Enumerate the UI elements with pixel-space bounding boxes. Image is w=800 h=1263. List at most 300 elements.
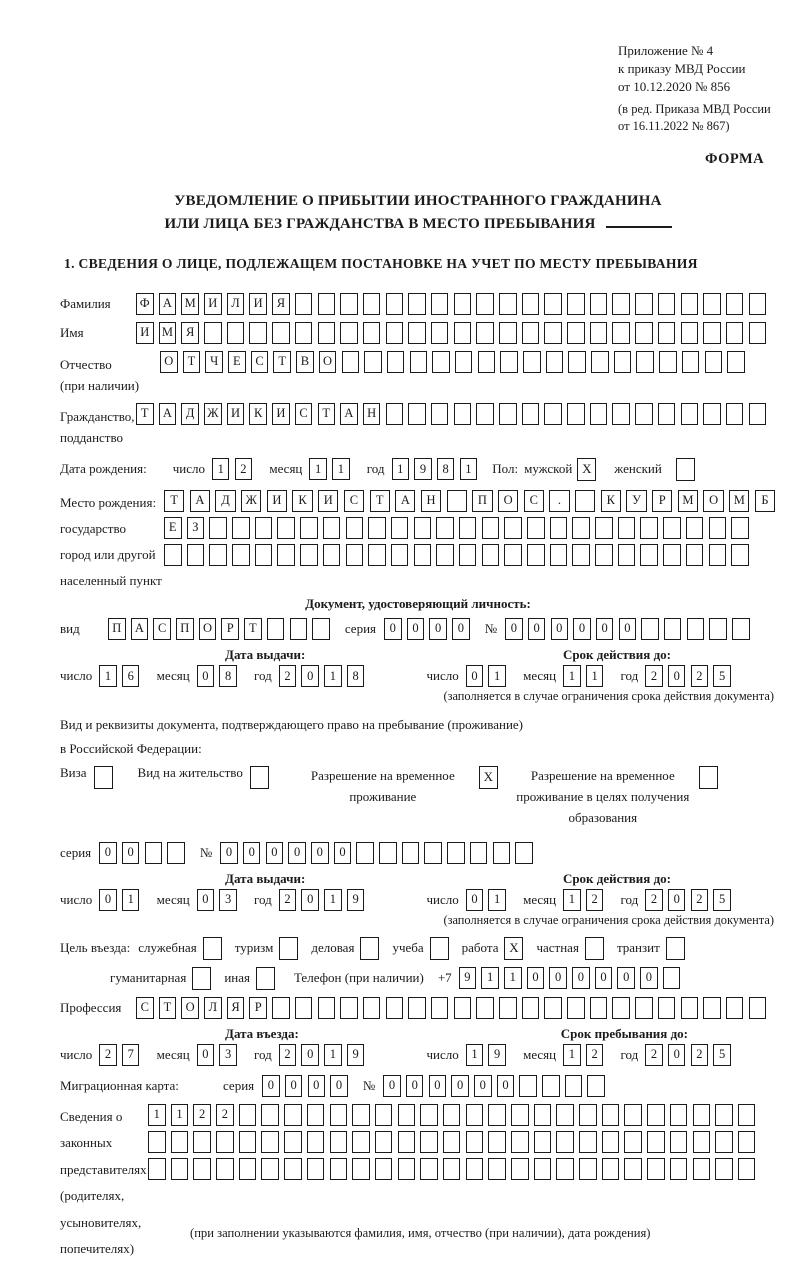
char-cell[interactable]: 8 xyxy=(437,458,455,480)
char-cell[interactable]: И xyxy=(272,403,290,425)
char-cell[interactable]: 0 xyxy=(640,967,658,989)
char-cell[interactable] xyxy=(488,1158,506,1180)
char-cell[interactable] xyxy=(522,997,540,1019)
char-cell[interactable]: С xyxy=(251,351,269,373)
char-cell[interactable] xyxy=(267,618,285,640)
temp-residence-education-option-checkbox[interactable] xyxy=(699,766,718,789)
char-cell[interactable]: З xyxy=(187,517,205,539)
char-cell[interactable]: 1 xyxy=(324,1044,342,1066)
char-cell[interactable] xyxy=(602,1158,620,1180)
char-cell[interactable] xyxy=(687,618,705,640)
char-cell[interactable]: М xyxy=(729,490,749,512)
char-cell[interactable]: О xyxy=(498,490,518,512)
purpose-option-checkbox[interactable] xyxy=(203,937,222,960)
char-cell[interactable]: А xyxy=(190,490,210,512)
char-cell[interactable] xyxy=(455,351,473,373)
char-cell[interactable]: Я xyxy=(227,997,245,1019)
char-cell[interactable]: С xyxy=(136,997,154,1019)
char-cell[interactable] xyxy=(454,293,472,315)
char-cell[interactable] xyxy=(402,842,420,864)
char-cell[interactable] xyxy=(544,997,562,1019)
char-cell[interactable] xyxy=(602,1131,620,1153)
char-cell[interactable]: 2 xyxy=(645,889,663,911)
char-cell[interactable]: Т xyxy=(164,490,184,512)
char-cell[interactable] xyxy=(749,322,767,344)
char-cell[interactable]: Ж xyxy=(204,403,222,425)
char-cell[interactable] xyxy=(544,403,562,425)
purpose-option-checkbox[interactable] xyxy=(360,937,379,960)
char-cell[interactable] xyxy=(209,517,227,539)
char-cell[interactable] xyxy=(431,403,449,425)
char-cell[interactable]: С xyxy=(524,490,544,512)
char-cell[interactable] xyxy=(572,517,590,539)
char-cell[interactable] xyxy=(459,517,477,539)
char-cell[interactable]: 0 xyxy=(311,842,329,864)
char-cell[interactable]: А xyxy=(395,490,415,512)
char-cell[interactable]: Я xyxy=(272,293,290,315)
char-cell[interactable]: 9 xyxy=(488,1044,506,1066)
char-cell[interactable] xyxy=(459,544,477,566)
char-cell[interactable] xyxy=(193,1131,211,1153)
char-cell[interactable]: 9 xyxy=(459,967,477,989)
char-cell[interactable] xyxy=(368,544,386,566)
char-cell[interactable] xyxy=(663,544,681,566)
char-cell[interactable] xyxy=(647,1158,665,1180)
char-cell[interactable] xyxy=(476,997,494,1019)
char-cell[interactable] xyxy=(681,322,699,344)
char-cell[interactable]: 0 xyxy=(383,1075,401,1097)
char-cell[interactable]: 1 xyxy=(504,967,522,989)
char-cell[interactable] xyxy=(443,1158,461,1180)
char-cell[interactable] xyxy=(307,1104,325,1126)
char-cell[interactable] xyxy=(171,1158,189,1180)
char-cell[interactable] xyxy=(749,403,767,425)
char-cell[interactable] xyxy=(705,351,723,373)
char-cell[interactable] xyxy=(738,1131,756,1153)
char-cell[interactable] xyxy=(658,322,676,344)
char-cell[interactable] xyxy=(295,997,313,1019)
char-cell[interactable]: 0 xyxy=(197,1044,215,1066)
char-cell[interactable] xyxy=(682,351,700,373)
char-cell[interactable]: И xyxy=(204,293,222,315)
char-cell[interactable]: 0 xyxy=(505,618,523,640)
char-cell[interactable] xyxy=(255,544,273,566)
char-cell[interactable]: А xyxy=(159,293,177,315)
char-cell[interactable] xyxy=(693,1131,711,1153)
char-cell[interactable]: 0 xyxy=(573,618,591,640)
char-cell[interactable] xyxy=(408,293,426,315)
char-cell[interactable]: 2 xyxy=(216,1104,234,1126)
char-cell[interactable] xyxy=(546,351,564,373)
char-cell[interactable]: 2 xyxy=(691,889,709,911)
char-cell[interactable] xyxy=(193,1158,211,1180)
char-cell[interactable] xyxy=(527,517,545,539)
char-cell[interactable] xyxy=(443,1131,461,1153)
char-cell[interactable]: 0 xyxy=(668,665,686,687)
char-cell[interactable]: 0 xyxy=(301,889,319,911)
char-cell[interactable] xyxy=(590,403,608,425)
char-cell[interactable] xyxy=(375,1158,393,1180)
char-cell[interactable] xyxy=(681,997,699,1019)
char-cell[interactable]: 1 xyxy=(324,889,342,911)
char-cell[interactable]: С xyxy=(344,490,364,512)
char-cell[interactable] xyxy=(686,517,704,539)
char-cell[interactable]: Д xyxy=(181,403,199,425)
char-cell[interactable] xyxy=(284,1158,302,1180)
char-cell[interactable]: Л xyxy=(227,293,245,315)
char-cell[interactable] xyxy=(284,1131,302,1153)
char-cell[interactable] xyxy=(352,1131,370,1153)
char-cell[interactable]: 2 xyxy=(645,1044,663,1066)
char-cell[interactable] xyxy=(431,997,449,1019)
char-cell[interactable] xyxy=(424,842,442,864)
char-cell[interactable] xyxy=(624,1131,642,1153)
char-cell[interactable] xyxy=(436,544,454,566)
char-cell[interactable] xyxy=(379,842,397,864)
char-cell[interactable]: Т xyxy=(136,403,154,425)
char-cell[interactable] xyxy=(612,403,630,425)
char-cell[interactable] xyxy=(527,544,545,566)
char-cell[interactable] xyxy=(300,517,318,539)
char-cell[interactable] xyxy=(340,997,358,1019)
char-cell[interactable]: 0 xyxy=(527,967,545,989)
char-cell[interactable] xyxy=(431,322,449,344)
char-cell[interactable] xyxy=(726,293,744,315)
char-cell[interactable]: Т xyxy=(318,403,336,425)
char-cell[interactable] xyxy=(249,322,267,344)
char-cell[interactable] xyxy=(318,322,336,344)
char-cell[interactable]: 5 xyxy=(713,1044,731,1066)
char-cell[interactable] xyxy=(658,293,676,315)
char-cell[interactable] xyxy=(635,997,653,1019)
char-cell[interactable]: 2 xyxy=(279,665,297,687)
char-cell[interactable]: 2 xyxy=(99,1044,117,1066)
char-cell[interactable] xyxy=(504,517,522,539)
char-cell[interactable]: 0 xyxy=(197,665,215,687)
char-cell[interactable] xyxy=(420,1131,438,1153)
char-cell[interactable] xyxy=(420,1158,438,1180)
char-cell[interactable] xyxy=(478,351,496,373)
char-cell[interactable] xyxy=(164,544,182,566)
char-cell[interactable]: Н xyxy=(421,490,441,512)
char-cell[interactable] xyxy=(499,403,517,425)
char-cell[interactable] xyxy=(686,544,704,566)
char-cell[interactable]: 2 xyxy=(586,1044,604,1066)
char-cell[interactable]: Е xyxy=(228,351,246,373)
char-cell[interactable] xyxy=(640,544,658,566)
char-cell[interactable]: . xyxy=(549,490,569,512)
char-cell[interactable]: Б xyxy=(755,490,775,512)
char-cell[interactable] xyxy=(447,490,467,512)
char-cell[interactable] xyxy=(432,351,450,373)
char-cell[interactable]: 0 xyxy=(334,842,352,864)
char-cell[interactable]: Т xyxy=(183,351,201,373)
char-cell[interactable]: Т xyxy=(244,618,262,640)
char-cell[interactable] xyxy=(277,517,295,539)
char-cell[interactable] xyxy=(239,1158,257,1180)
char-cell[interactable] xyxy=(148,1131,166,1153)
char-cell[interactable]: 0 xyxy=(99,842,117,864)
char-cell[interactable] xyxy=(386,403,404,425)
char-cell[interactable]: 2 xyxy=(235,458,253,480)
char-cell[interactable] xyxy=(658,403,676,425)
char-cell[interactable] xyxy=(624,1158,642,1180)
char-cell[interactable] xyxy=(703,322,721,344)
char-cell[interactable] xyxy=(511,1104,529,1126)
char-cell[interactable] xyxy=(363,322,381,344)
char-cell[interactable] xyxy=(749,293,767,315)
char-cell[interactable]: С xyxy=(153,618,171,640)
char-cell[interactable]: Е xyxy=(164,517,182,539)
char-cell[interactable] xyxy=(664,618,682,640)
char-cell[interactable] xyxy=(318,997,336,1019)
purpose-option-checkbox[interactable] xyxy=(666,937,685,960)
char-cell[interactable] xyxy=(731,517,749,539)
char-cell[interactable]: 0 xyxy=(452,618,470,640)
char-cell[interactable] xyxy=(579,1104,597,1126)
char-cell[interactable] xyxy=(499,293,517,315)
char-cell[interactable] xyxy=(476,322,494,344)
char-cell[interactable] xyxy=(595,544,613,566)
char-cell[interactable] xyxy=(386,293,404,315)
char-cell[interactable]: 0 xyxy=(266,842,284,864)
char-cell[interactable]: О xyxy=(199,618,217,640)
char-cell[interactable] xyxy=(670,1158,688,1180)
sex-female-checkbox[interactable] xyxy=(676,458,695,481)
char-cell[interactable]: 0 xyxy=(466,665,484,687)
char-cell[interactable] xyxy=(232,544,250,566)
char-cell[interactable]: 0 xyxy=(551,618,569,640)
char-cell[interactable] xyxy=(726,403,744,425)
sex-male-checkbox[interactable]: X xyxy=(577,458,596,481)
char-cell[interactable] xyxy=(727,351,745,373)
char-cell[interactable] xyxy=(216,1158,234,1180)
char-cell[interactable]: И xyxy=(318,490,338,512)
char-cell[interactable] xyxy=(572,544,590,566)
char-cell[interactable]: И xyxy=(136,322,154,344)
char-cell[interactable] xyxy=(488,1131,506,1153)
char-cell[interactable] xyxy=(556,1104,574,1126)
char-cell[interactable] xyxy=(595,517,613,539)
char-cell[interactable]: Н xyxy=(363,403,381,425)
char-cell[interactable]: И xyxy=(267,490,287,512)
char-cell[interactable] xyxy=(534,1104,552,1126)
char-cell[interactable]: 0 xyxy=(429,1075,447,1097)
char-cell[interactable] xyxy=(410,351,428,373)
char-cell[interactable]: О xyxy=(319,351,337,373)
char-cell[interactable] xyxy=(575,490,595,512)
char-cell[interactable] xyxy=(590,293,608,315)
char-cell[interactable] xyxy=(232,517,250,539)
char-cell[interactable]: В xyxy=(296,351,314,373)
char-cell[interactable]: 7 xyxy=(122,1044,140,1066)
char-cell[interactable] xyxy=(647,1104,665,1126)
char-cell[interactable]: Р xyxy=(221,618,239,640)
char-cell[interactable] xyxy=(522,322,540,344)
char-cell[interactable] xyxy=(204,322,222,344)
char-cell[interactable] xyxy=(670,1131,688,1153)
char-cell[interactable]: 0 xyxy=(572,967,590,989)
char-cell[interactable] xyxy=(612,322,630,344)
char-cell[interactable] xyxy=(523,351,541,373)
char-cell[interactable] xyxy=(408,403,426,425)
char-cell[interactable] xyxy=(703,403,721,425)
purpose-option-checkbox[interactable]: X xyxy=(504,937,523,960)
char-cell[interactable]: Р xyxy=(249,997,267,1019)
char-cell[interactable] xyxy=(499,322,517,344)
char-cell[interactable] xyxy=(255,517,273,539)
char-cell[interactable]: 3 xyxy=(219,1044,237,1066)
char-cell[interactable]: 0 xyxy=(197,889,215,911)
char-cell[interactable]: 2 xyxy=(193,1104,211,1126)
char-cell[interactable] xyxy=(261,1131,279,1153)
char-cell[interactable] xyxy=(499,997,517,1019)
char-cell[interactable]: 0 xyxy=(262,1075,280,1097)
char-cell[interactable] xyxy=(550,544,568,566)
char-cell[interactable] xyxy=(307,1158,325,1180)
char-cell[interactable]: 1 xyxy=(212,458,230,480)
char-cell[interactable]: 0 xyxy=(384,618,402,640)
char-cell[interactable] xyxy=(340,293,358,315)
char-cell[interactable]: 0 xyxy=(406,1075,424,1097)
char-cell[interactable]: 0 xyxy=(429,618,447,640)
char-cell[interactable] xyxy=(749,997,767,1019)
char-cell[interactable]: 0 xyxy=(301,665,319,687)
char-cell[interactable] xyxy=(261,1104,279,1126)
char-cell[interactable] xyxy=(398,1158,416,1180)
purpose-option-checkbox[interactable] xyxy=(256,967,275,990)
char-cell[interactable] xyxy=(515,842,533,864)
char-cell[interactable]: 1 xyxy=(324,665,342,687)
char-cell[interactable]: 0 xyxy=(99,889,117,911)
char-cell[interactable]: 1 xyxy=(460,458,478,480)
char-cell[interactable] xyxy=(709,517,727,539)
char-cell[interactable] xyxy=(239,1104,257,1126)
char-cell[interactable]: 0 xyxy=(497,1075,515,1097)
char-cell[interactable]: 1 xyxy=(488,665,506,687)
char-cell[interactable] xyxy=(375,1131,393,1153)
char-cell[interactable]: 1 xyxy=(481,967,499,989)
char-cell[interactable] xyxy=(330,1104,348,1126)
char-cell[interactable]: 1 xyxy=(148,1104,166,1126)
char-cell[interactable] xyxy=(614,351,632,373)
char-cell[interactable] xyxy=(295,293,313,315)
char-cell[interactable]: 1 xyxy=(332,458,350,480)
char-cell[interactable]: 9 xyxy=(347,1044,365,1066)
char-cell[interactable] xyxy=(167,842,185,864)
char-cell[interactable] xyxy=(387,351,405,373)
char-cell[interactable]: И xyxy=(249,293,267,315)
char-cell[interactable]: 1 xyxy=(99,665,117,687)
char-cell[interactable]: 1 xyxy=(309,458,327,480)
char-cell[interactable]: 1 xyxy=(563,889,581,911)
char-cell[interactable] xyxy=(567,293,585,315)
char-cell[interactable]: М xyxy=(181,293,199,315)
char-cell[interactable] xyxy=(550,517,568,539)
char-cell[interactable] xyxy=(431,293,449,315)
char-cell[interactable] xyxy=(568,351,586,373)
char-cell[interactable]: Ж xyxy=(241,490,261,512)
char-cell[interactable]: 0 xyxy=(407,618,425,640)
char-cell[interactable] xyxy=(703,293,721,315)
char-cell[interactable]: 2 xyxy=(691,1044,709,1066)
char-cell[interactable] xyxy=(295,322,313,344)
char-cell[interactable] xyxy=(482,517,500,539)
char-cell[interactable] xyxy=(624,1104,642,1126)
char-cell[interactable]: К xyxy=(249,403,267,425)
char-cell[interactable] xyxy=(567,322,585,344)
char-cell[interactable]: 0 xyxy=(330,1075,348,1097)
char-cell[interactable] xyxy=(738,1104,756,1126)
char-cell[interactable] xyxy=(663,517,681,539)
char-cell[interactable] xyxy=(346,544,364,566)
char-cell[interactable]: К xyxy=(292,490,312,512)
char-cell[interactable] xyxy=(386,322,404,344)
char-cell[interactable] xyxy=(272,322,290,344)
char-cell[interactable] xyxy=(391,517,409,539)
char-cell[interactable] xyxy=(715,1104,733,1126)
char-cell[interactable] xyxy=(300,544,318,566)
char-cell[interactable] xyxy=(454,403,472,425)
char-cell[interactable] xyxy=(398,1104,416,1126)
char-cell[interactable]: А xyxy=(131,618,149,640)
char-cell[interactable] xyxy=(522,293,540,315)
char-cell[interactable]: 1 xyxy=(171,1104,189,1126)
char-cell[interactable]: 8 xyxy=(347,665,365,687)
char-cell[interactable] xyxy=(363,293,381,315)
char-cell[interactable]: 2 xyxy=(279,1044,297,1066)
char-cell[interactable] xyxy=(408,997,426,1019)
char-cell[interactable]: 0 xyxy=(122,842,140,864)
char-cell[interactable]: 0 xyxy=(528,618,546,640)
char-cell[interactable] xyxy=(693,1158,711,1180)
purpose-option-checkbox[interactable] xyxy=(585,937,604,960)
char-cell[interactable] xyxy=(476,403,494,425)
char-cell[interactable]: 1 xyxy=(122,889,140,911)
char-cell[interactable]: М xyxy=(678,490,698,512)
char-cell[interactable] xyxy=(693,1104,711,1126)
char-cell[interactable] xyxy=(209,544,227,566)
char-cell[interactable] xyxy=(635,293,653,315)
char-cell[interactable] xyxy=(726,997,744,1019)
char-cell[interactable] xyxy=(398,1131,416,1153)
char-cell[interactable]: Р xyxy=(652,490,672,512)
char-cell[interactable]: 1 xyxy=(563,665,581,687)
char-cell[interactable]: 2 xyxy=(691,665,709,687)
residence-permit-option-checkbox[interactable] xyxy=(250,766,269,789)
char-cell[interactable] xyxy=(346,517,364,539)
char-cell[interactable] xyxy=(239,1131,257,1153)
char-cell[interactable]: 0 xyxy=(668,1044,686,1066)
char-cell[interactable] xyxy=(544,293,562,315)
char-cell[interactable] xyxy=(612,293,630,315)
char-cell[interactable] xyxy=(352,1158,370,1180)
char-cell[interactable]: П xyxy=(108,618,126,640)
char-cell[interactable]: 2 xyxy=(586,889,604,911)
char-cell[interactable] xyxy=(556,1158,574,1180)
char-cell[interactable] xyxy=(587,1075,605,1097)
char-cell[interactable]: 9 xyxy=(347,889,365,911)
char-cell[interactable] xyxy=(504,544,522,566)
char-cell[interactable]: 0 xyxy=(668,889,686,911)
char-cell[interactable]: 0 xyxy=(617,967,635,989)
char-cell[interactable] xyxy=(364,351,382,373)
char-cell[interactable] xyxy=(567,403,585,425)
char-cell[interactable] xyxy=(342,351,360,373)
char-cell[interactable]: У xyxy=(626,490,646,512)
char-cell[interactable] xyxy=(356,842,374,864)
char-cell[interactable] xyxy=(323,544,341,566)
